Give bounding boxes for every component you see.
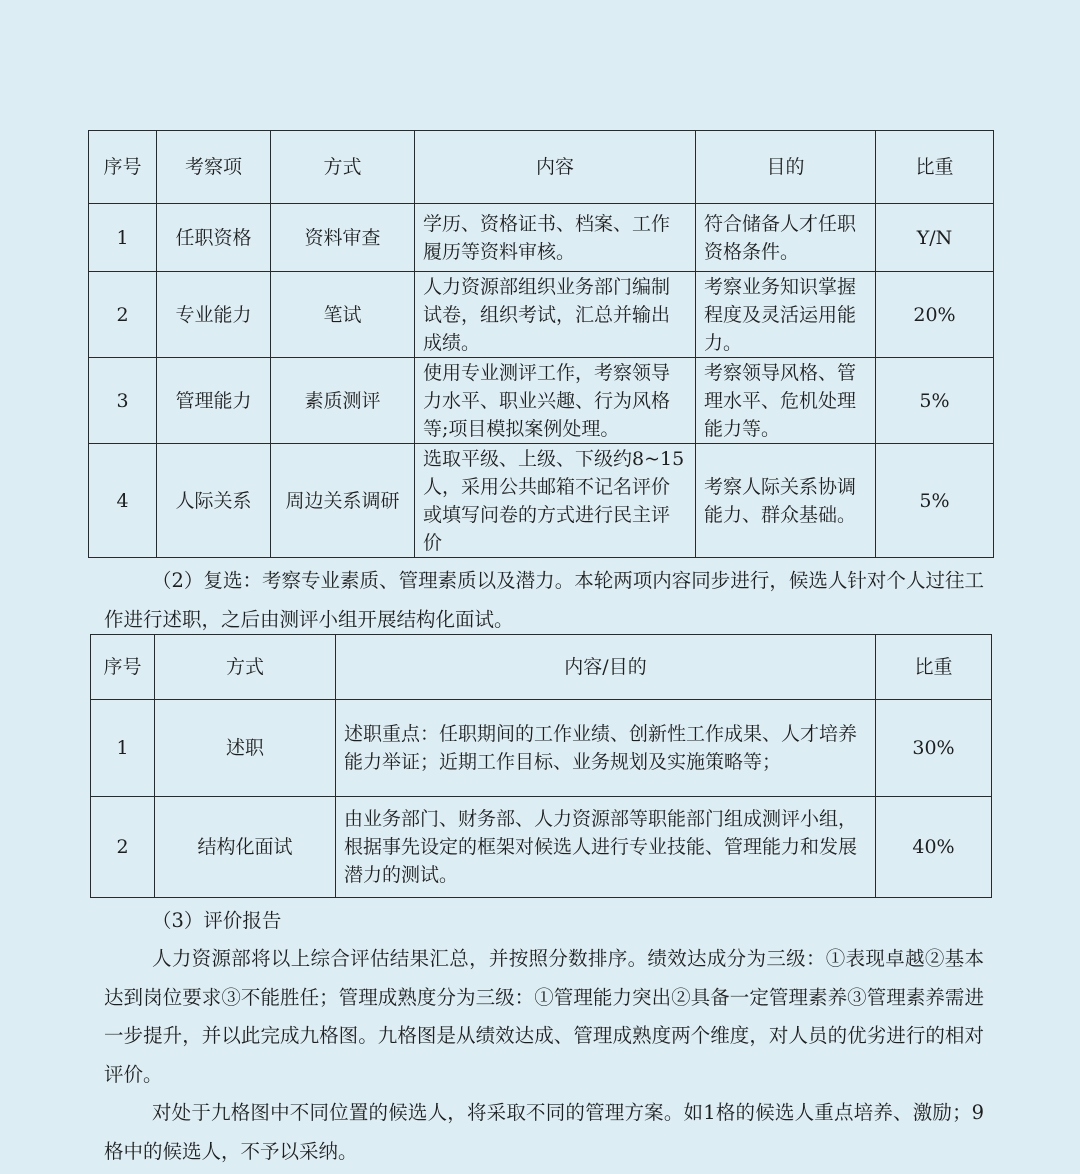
cell-method: 周边关系调研 <box>271 444 415 558</box>
cell-index: 3 <box>89 358 157 444</box>
cell-weight: 30% <box>876 700 992 797</box>
header-content-purpose: 内容/目的 <box>336 635 876 700</box>
header-index: 序号 <box>91 635 155 700</box>
cell-weight: 40% <box>876 797 992 898</box>
table-header-row <box>89 131 994 204</box>
header-item: 考察项 <box>157 131 271 204</box>
cell-content: 选取平级、上级、下级约8~15人，采用公共邮箱不记名评价或填写问卷的方式进行民主评价 <box>415 444 696 558</box>
table-row <box>89 444 994 558</box>
cell-method: 笔试 <box>271 272 415 358</box>
cell-weight: 20% <box>876 272 994 358</box>
cell-purpose: 符合储备人才任职资格条件。 <box>696 204 876 272</box>
table-row <box>89 204 994 272</box>
cell-item: 人际关系 <box>157 444 271 558</box>
cell-item: 管理能力 <box>157 358 271 444</box>
cell-index: 1 <box>91 700 155 797</box>
cell-index: 2 <box>91 797 155 898</box>
plan-paragraph: 对处于九格图中不同位置的候选人，将采取不同的管理方案。如1格的候选人重点培养、激励；9格中的候选人，不予以采纳。 <box>104 1101 984 1163</box>
initial-screening-table <box>88 130 994 558</box>
table-row <box>89 358 994 444</box>
header-content: 内容 <box>415 131 696 204</box>
table-row <box>91 700 992 797</box>
cell-index: 1 <box>89 204 157 272</box>
header-method: 方式 <box>271 131 415 204</box>
cell-purpose: 考察人际关系协调能力、群众基础。 <box>696 444 876 558</box>
cell-index: 2 <box>89 272 157 358</box>
cell-purpose: 考察业务知识掌握程度及灵活运用能力。 <box>696 272 876 358</box>
cell-method: 资料审查 <box>271 204 415 272</box>
cell-content: 使用专业测评工作，考察领导力水平、职业兴趣、行为风格等;项目模拟案例处理。 <box>415 358 696 444</box>
report-heading: （3）评价报告 <box>152 909 282 932</box>
cell-method: 素质测评 <box>271 358 415 444</box>
header-index: 序号 <box>89 131 157 204</box>
cell-weight: 5% <box>876 444 994 558</box>
cell-content: 学历、资格证书、档案、工作履历等资料审核。 <box>415 204 696 272</box>
retest-table <box>90 634 992 898</box>
cell-purpose: 考察领导风格、管理水平、危机处理能力等。 <box>696 358 876 444</box>
table-row <box>89 272 994 358</box>
cell-item: 任职资格 <box>157 204 271 272</box>
header-weight: 比重 <box>876 635 992 700</box>
cell-index: 4 <box>89 444 157 558</box>
cell-method: 述职 <box>155 700 336 797</box>
cell-content: 人力资源部组织业务部门编制试卷，组织考试，汇总并输出成绩。 <box>415 272 696 358</box>
header-weight: 比重 <box>876 131 994 204</box>
table-row <box>91 797 992 898</box>
retest-paragraph: （2）复选：考察专业素质、管理素质以及潜力。本轮两项内容同步进行，候选人针对个人过往工作进行述职，之后由测评小组开展结构化面试。 <box>104 569 984 631</box>
report-paragraph: 人力资源部将以上综合评估结果汇总，并按照分数排序。绩效达成分为三级：①表现卓越②基本达到岗位要求③不能胜任；管理成熟度分为三级：①管理能力突出②具备一定管理素养③管理素养需进一步提升，并以此完成九格图。九格图是从绩效达成、管理成熟度两个维度，对人员的优劣进行的相对评价。 <box>104 947 984 1086</box>
cell-method: 结构化面试 <box>155 797 336 898</box>
cell-item: 专业能力 <box>157 272 271 358</box>
header-method: 方式 <box>155 635 336 700</box>
cell-content-purpose: 由业务部门、财务部、人力资源部等职能部门组成测评小组，根据事先设定的框架对候选人进行专业技能、管理能力和发展潜力的测试。 <box>336 797 876 898</box>
cell-weight: 5% <box>876 358 994 444</box>
cell-content-purpose: 述职重点：任职期间的工作业绩、创新性工作成果、人才培养能力举证；近期工作目标、业务规划及实施策略等； <box>336 700 876 797</box>
cell-weight: Y/N <box>876 204 994 272</box>
header-purpose: 目的 <box>696 131 876 204</box>
table-header-row <box>91 635 992 700</box>
